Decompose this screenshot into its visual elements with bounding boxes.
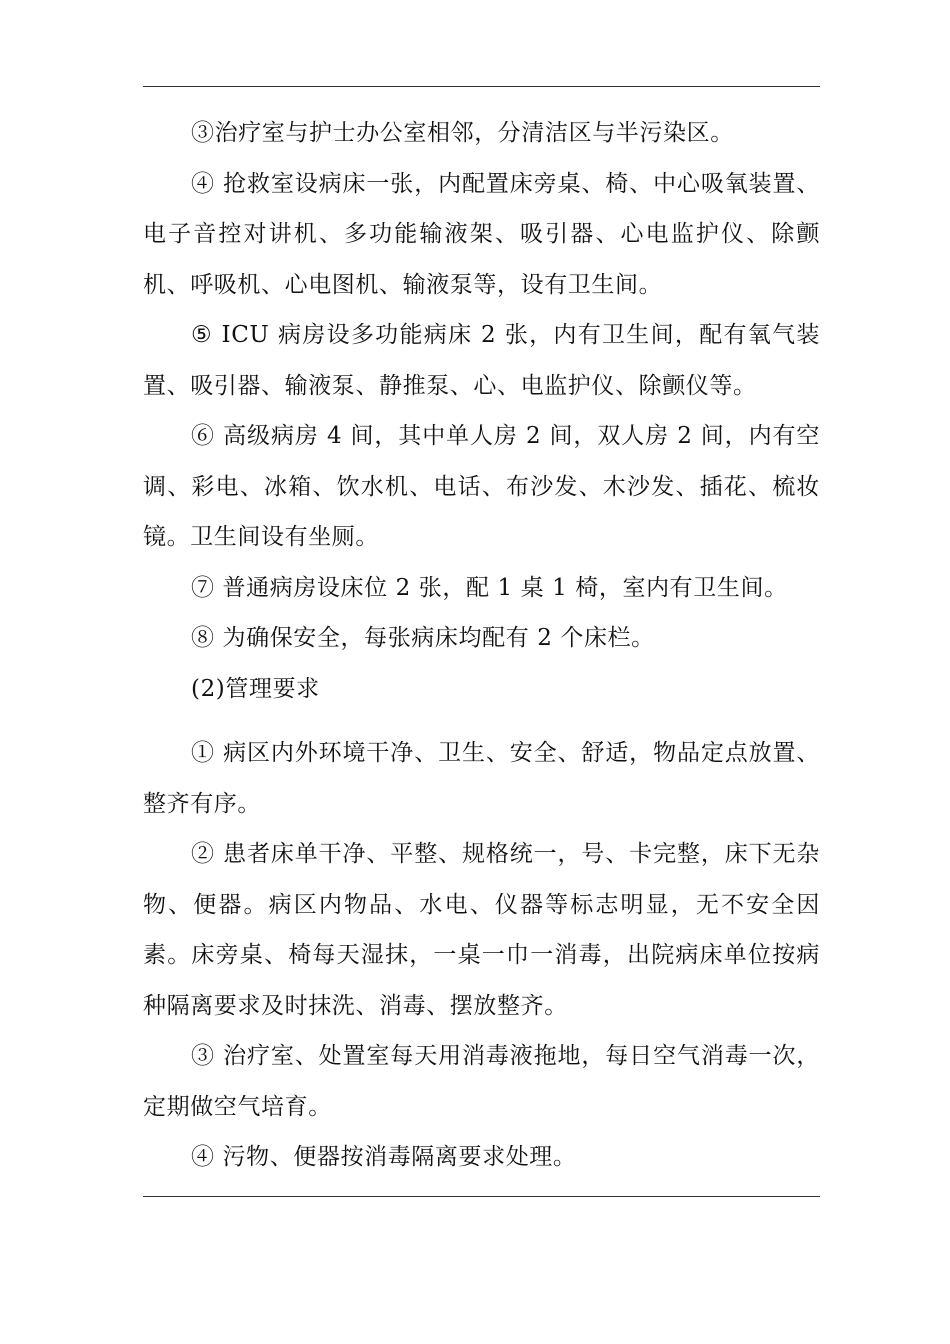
page-body [143,108,820,1183]
paragraph-waste: ④ 污物、便器按消毒隔离要求处理。 [191,1144,577,1170]
paragraph-treatment-room: ③治疗室与护士办公室相邻，分清洁区与半污染区。 [191,120,734,146]
footer-rule [143,1196,820,1197]
paragraph-rescue-room: ④ 抢救室设病床一张，内配置床旁桌、椅、中心吸氧装置、电子音控对讲机、多功能输液架、吸引器、心电监护仪、除颤机、呼吸机、心电图机、输液泵等，设有卫生间。 [143,170,820,298]
paragraph-disinfection: ③ 治疗室、处置室每天用消毒液拖地，每日空气消毒一次，定期做空气培育。 [143,1043,820,1120]
paragraph-environment: ① 病区内外环境干净、卫生、安全、舒适，物品定点放置、整齐有序。 [143,740,820,817]
header-rule [143,86,820,87]
paragraph-premium-ward: ⑥ 高级病房 4 间，其中单人房 2 间，双人房 2 间，内有空调、彩电、冰箱、饮水机、电话、布沙发、木沙发、插花、梳妆镜。卫生间设有坐厕。 [143,423,820,550]
paragraph-bedding: ② 患者床单干净、平整、规格统一，号、卡完整，床下无杂物、便器。病区内物品、水电、仪器等标志明显，无不安全因素。床旁桌、椅每天湿抹，一桌一巾一消毒，出院病床单位按病种隔离要求及时抹洗、消毒、摆放整齐。 [143,841,820,1019]
paragraph-general-ward: ⑦ 普通病房设床位 2 张，配 1 桌 1 椅，室内有卫生间。 [191,574,788,601]
section-heading-management: (2)管理要求 [191,675,320,702]
paragraph-icu-ward: ⑤ ICU 病房设多功能病床 2 张，内有卫生间，配有氧气装置、吸引器、输液泵、静推泵、心、电监护仪、除颤仪等。 [143,322,820,399]
paragraph-bed-rails: ⑧ 为确保安全，每张病床均配有 2 个床栏。 [191,625,655,651]
